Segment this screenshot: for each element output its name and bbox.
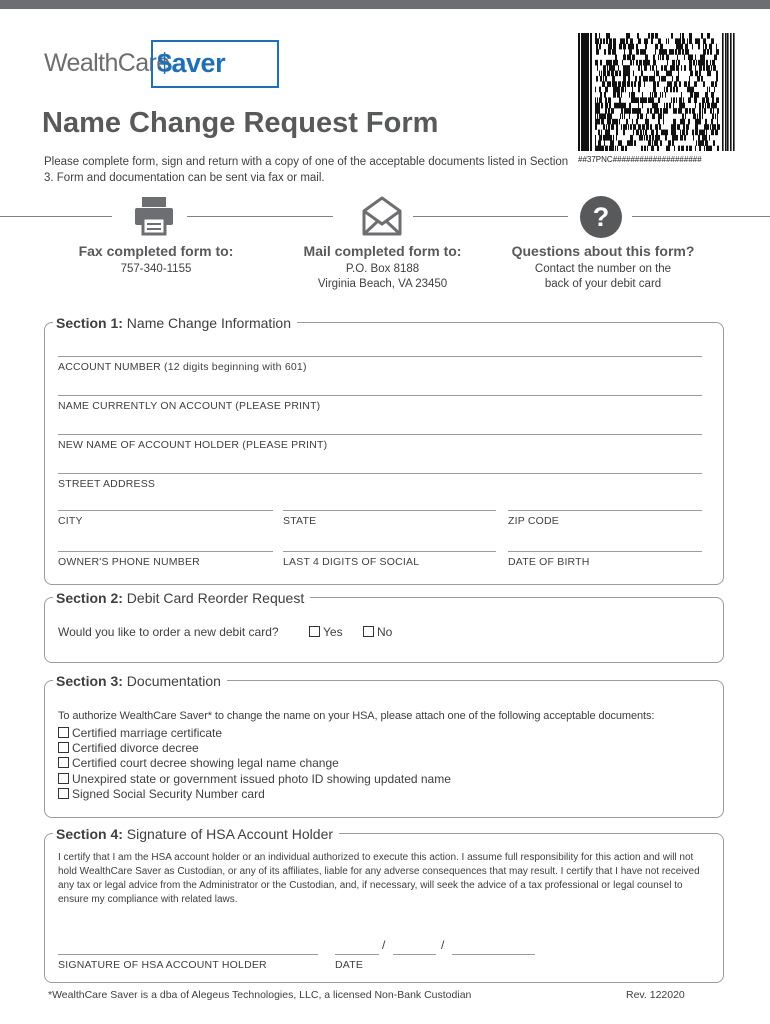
section-heading: Documentation xyxy=(126,673,221,689)
section-2-title xyxy=(53,588,310,608)
section-heading: Debit Card Reorder Request xyxy=(126,590,305,606)
street-address-input[interactable] xyxy=(58,473,702,474)
section-number: Section 4: xyxy=(56,826,123,842)
logo-saver-box xyxy=(151,40,279,88)
yes-checkbox[interactable] xyxy=(309,626,320,637)
doc-checkbox[interactable] xyxy=(58,788,69,799)
section-1 xyxy=(44,315,724,585)
doc-label: Signed Social Security Number card xyxy=(72,787,265,801)
phone-input[interactable] xyxy=(58,551,273,552)
doc-checkbox[interactable] xyxy=(58,742,69,753)
date-label: DATE xyxy=(335,959,364,971)
reorder-question: Would you like to order a new debit card? xyxy=(58,625,279,639)
divider-rule xyxy=(632,216,770,217)
section-4 xyxy=(44,826,724,983)
date-separator: / xyxy=(382,938,386,952)
mail-title: Mail completed form to: xyxy=(303,243,462,259)
state-input[interactable] xyxy=(283,510,496,511)
current-name-label: NAME CURRENTLY ON ACCOUNT (PLEASE PRINT) xyxy=(58,400,321,412)
footer-note: *WealthCare Saver is a dba of Alegeus Technologies, LLC, a licensed Non-Bank Custodian xyxy=(48,989,472,1001)
section-number: Section 1: xyxy=(56,315,123,331)
section-number: Section 3: xyxy=(56,673,123,689)
date-month-input[interactable] xyxy=(335,954,379,955)
mail-line-2: Virginia Beach, VA 23450 xyxy=(317,278,448,290)
doc-label: Certified court decree showing legal name change xyxy=(72,756,339,770)
city-label: CITY xyxy=(58,515,83,527)
envelope-icon xyxy=(360,194,404,238)
ssn-label: LAST 4 DIGITS OF SOCIAL xyxy=(283,556,420,568)
zip-code-input[interactable] xyxy=(508,510,702,511)
page-title: Name Change Request Form xyxy=(42,107,439,139)
signature-input[interactable] xyxy=(58,954,318,955)
intro-text: Please complete form, sign and return with a copy of one of the acceptable documents listed in Section 3. Form and documentation can be sent via fax or mail. xyxy=(44,156,569,184)
revision-label: Rev. 122020 xyxy=(626,989,685,1001)
doc-item-photo-id[interactable] xyxy=(58,772,451,786)
new-name-label: NEW NAME OF ACCOUNT HOLDER (PLEASE PRINT) xyxy=(58,439,328,451)
doc-label: Certified divorce decree xyxy=(72,741,199,755)
doc-item-marriage[interactable] xyxy=(58,726,222,740)
new-name-input[interactable] xyxy=(58,434,702,435)
questions-title: Questions about this form? xyxy=(511,243,695,259)
reorder-yes-option[interactable] xyxy=(309,625,343,639)
section-2 xyxy=(44,590,724,663)
yes-label: Yes xyxy=(323,625,343,639)
no-label: No xyxy=(377,625,393,639)
barcode xyxy=(578,33,735,151)
doc-label: Unexpired state or government issued photo ID showing updated name xyxy=(72,772,451,786)
divider-rule xyxy=(187,216,333,217)
section-1-title xyxy=(53,313,297,333)
city-input[interactable] xyxy=(58,510,273,511)
doc-item-divorce[interactable] xyxy=(58,741,199,755)
dob-input[interactable] xyxy=(508,551,702,552)
section-3 xyxy=(44,673,724,818)
doc-label: Certified marriage certificate xyxy=(72,726,223,740)
section-4-title xyxy=(53,824,339,844)
mail-line-1: P.O. Box 8188 xyxy=(345,263,420,275)
doc-item-court-decree[interactable] xyxy=(58,756,339,770)
account-number-label: ACCOUNT NUMBER (12 digits beginning with 601) xyxy=(58,361,307,373)
fax-title: Fax completed form to: xyxy=(78,243,234,259)
date-day-input[interactable] xyxy=(393,954,436,955)
account-number-input[interactable] xyxy=(58,356,702,357)
section-number: Section 2: xyxy=(56,590,123,606)
questions-line-1: Contact the number on the xyxy=(534,263,672,275)
doc-checkbox[interactable] xyxy=(58,757,69,768)
svg-text:?: ? xyxy=(592,202,610,232)
dob-label: DATE OF BIRTH xyxy=(508,556,590,568)
date-year-input[interactable] xyxy=(452,954,535,955)
barcode-text: ##37PNC#################### xyxy=(578,155,702,164)
reorder-no-option[interactable] xyxy=(363,625,392,639)
questions-line-2: back of your debit card xyxy=(544,278,662,290)
zip-code-label: ZIP CODE xyxy=(508,515,559,527)
street-address-label: STREET ADDRESS xyxy=(58,478,156,490)
logo-wealthcare: WealthCare xyxy=(44,49,170,77)
doc-item-ssn-card[interactable] xyxy=(58,787,265,801)
divider-rule xyxy=(413,216,568,217)
no-checkbox[interactable] xyxy=(363,626,374,637)
current-name-input[interactable] xyxy=(58,395,702,396)
divider-rule xyxy=(0,216,112,217)
phone-label: OWNER'S PHONE NUMBER xyxy=(58,556,200,568)
documentation-intro: To authorize WealthCare Saver* to change the name on your HSA, please attach one of the following acceptable documents: xyxy=(58,710,655,722)
date-separator: / xyxy=(441,938,445,952)
certification-text: I certify that I am the HSA account holder or an individual authorized to execute this action. I assume full responsibility for this action and will not hold WealthCare Saver as Custodian, or any of its affiliates, liable for any adverse consequences that may result. I certify that I have not received any tax or legal advice from the Administrator or the Custodian, and, if necessary, will seek the advice of a tax professional or legal counsel to ensure my compliance with related laws. xyxy=(58,852,700,905)
doc-checkbox[interactable] xyxy=(58,773,69,784)
signature-label: SIGNATURE OF HSA ACCOUNT HOLDER xyxy=(58,959,267,971)
fax-number: 757-340-1155 xyxy=(120,263,192,275)
ssn-input[interactable] xyxy=(283,551,496,552)
state-label: STATE xyxy=(283,515,317,527)
doc-checkbox[interactable] xyxy=(58,727,69,738)
section-3-title xyxy=(53,671,227,691)
question-icon xyxy=(578,194,624,240)
printer-icon xyxy=(132,194,176,238)
section-heading: Signature of HSA Account Holder xyxy=(126,826,334,842)
section-heading: Name Change Information xyxy=(126,315,291,331)
top-bar xyxy=(0,0,770,9)
logo-saver: $aver xyxy=(157,48,226,78)
